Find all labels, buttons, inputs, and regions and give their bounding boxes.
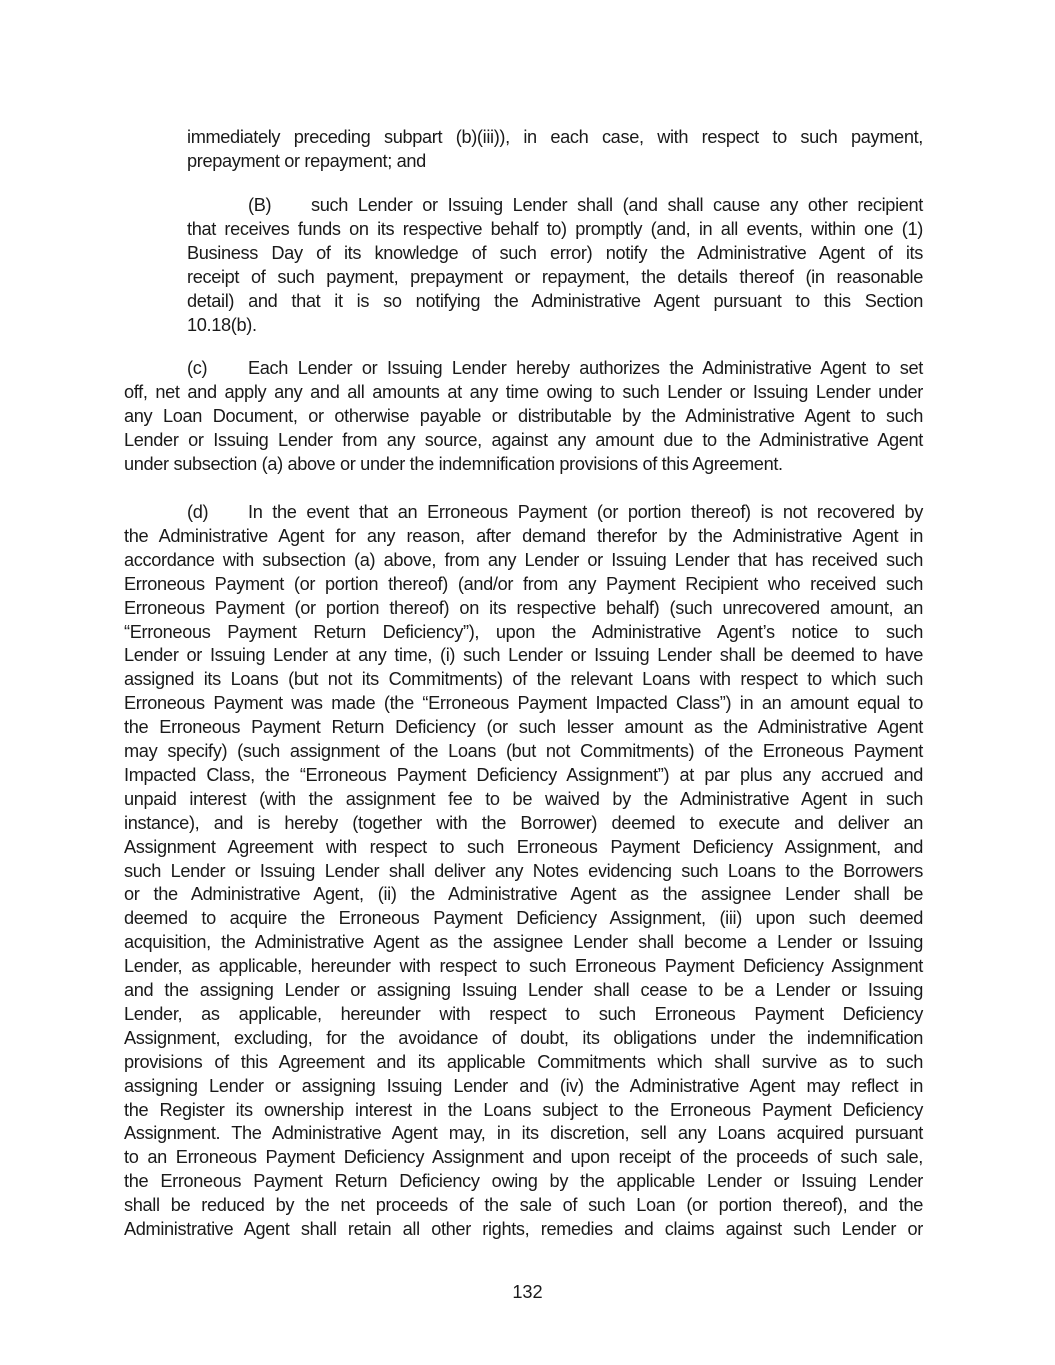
text-line: Impacted Class, the “Erroneous Payment Deficiency Assignment”) at par plus any accrued and <box>124 764 923 785</box>
text-line: the Erroneous Payment Return Deficiency owing by the applicable Lender or Issuing Lender <box>124 1171 923 1192</box>
text-line: assigned its Loans (but not its Commitments) of the relevant Loans with respect to which such <box>124 669 923 690</box>
text-line: Lender, as applicable, hereunder with respect to such Erroneous Payment Deficiency <box>124 1003 923 1024</box>
text-line: such Lender or Issuing Lender shall (and shall cause any other recipient <box>311 195 923 215</box>
paragraph-label: (c) <box>187 358 208 378</box>
text-line: such Lender or Issuing Lender shall deliver any Notes evidencing such Loans to the Borrowers <box>124 860 923 881</box>
text-line: the Administrative Agent for any reason, after demand therefor by the Administrative Agent in <box>124 525 923 546</box>
text-line: 10.18(b). <box>187 314 257 335</box>
paragraph-label: (B) <box>248 195 272 215</box>
text-line: any Loan Document, or otherwise payable or distributable by the Administrative Agent to such <box>124 405 923 426</box>
text-line: Administrative Agent shall retain all other rights, remedies and claims against such Lender or <box>124 1219 923 1239</box>
text-line: Assignment Agreement with respect to such Erroneous Payment Deficiency Assignment, and <box>124 836 923 857</box>
text-line: that receives funds on its respective behalf to) promptly (and, in all events, within one (1) <box>187 218 923 239</box>
text-line: Erroneous Payment (or portion thereof) on its respective behalf) (such unrecovered amount, an <box>124 597 923 618</box>
text-line: receipt of such payment, prepayment or repayment, the details thereof (in reasonable <box>187 266 923 287</box>
text-line: the Erroneous Payment Return Deficiency (or such lesser amount as the Administrative Agent <box>124 717 923 738</box>
text-line: provisions of this Agreement and its applicable Commitments which shall survive as to such <box>124 1051 923 1072</box>
text-line: unpaid interest (with the assignment fee to be waived by the Administrative Agent in such <box>124 788 923 809</box>
text-line: immediately preceding subpart (b)(iii)), in each case, with respect to such payment, <box>187 127 923 147</box>
text-line: off, net and apply any and all amounts at any time owing to such Lender or Issuing Lender under <box>124 381 923 402</box>
text-line: shall be reduced by the net proceeds of the sale of such Loan (or portion thereof), and the <box>124 1195 923 1216</box>
text-line: the Register its ownership interest in the Loans subject to the Erroneous Payment Deficiency <box>124 1099 923 1120</box>
paragraph-label: (d) <box>187 502 209 522</box>
text-line: may specify) (such assignment of the Loans (but not Commitments) of the Erroneous Payment <box>124 741 923 761</box>
text-line: prepayment or repayment; and <box>187 150 426 171</box>
text-line: accordance with subsection (a) above, from any Lender or Issuing Lender that has received such <box>124 549 923 570</box>
text-line: assigning Lender or assigning Issuing Lender and (iv) the Administrative Agent may reflect in <box>124 1075 923 1096</box>
text-line: detail) and that it is so notifying the Administrative Agent pursuant to this Section <box>187 290 923 311</box>
page-number: 132 <box>512 1282 543 1302</box>
text-line: Each Lender or Issuing Lender hereby authorizes the Administrative Agent to set <box>248 358 923 378</box>
text-line: Business Day of its knowledge of such error) notify the Administrative Agent of its <box>187 242 923 263</box>
text-line: and the assigning Lender or assigning Issuing Lender shall cease to be a Lender or Issuing <box>124 980 923 1000</box>
text-line: Assignment. The Administrative Agent may, in its discretion, sell any Loans acquired pursuant <box>124 1123 923 1144</box>
text-line: acquisition, the Administrative Agent as the assignee Lender shall become a Lender or Issuing <box>124 932 923 953</box>
text-line: Lender, as applicable, hereunder with respect to such Erroneous Payment Deficiency Assignment <box>124 956 923 977</box>
text-line: In the event that an Erroneous Payment (or portion thereof) is not recovered by <box>248 502 923 522</box>
text-line: instance), and is hereby (together with the Borrower) deemed to execute and deliver an <box>124 812 923 833</box>
text-line: Erroneous Payment was made (the “Erroneous Payment Impacted Class”) in an amount equal to <box>124 693 923 714</box>
text-line: to an Erroneous Payment Deficiency Assignment and upon receipt of the proceeds of such sale, <box>124 1147 923 1168</box>
text-line: “Erroneous Payment Return Deficiency”), upon the Administrative Agent’s notice to such <box>124 621 923 642</box>
text-line: deemed to acquire the Erroneous Payment Deficiency Assignment, (iii) upon such deemed <box>124 908 923 929</box>
text-line: Assignment, excluding, for the avoidance of doubt, its obligations under the indemnification <box>124 1027 923 1048</box>
text-line: Lender or Issuing Lender from any source, against any amount due to the Administrative Agent <box>124 429 923 450</box>
text-line: Erroneous Payment (or portion thereof) (and/or from any Payment Recipient who received such <box>124 573 923 594</box>
text-line: under subsection (a) above or under the indemnification provisions of this Agreement. <box>124 453 783 474</box>
text-line: Lender or Issuing Lender at any time, (i) such Lender or Issuing Lender shall be deemed to have <box>124 645 923 666</box>
text-line: or the Administrative Agent, (ii) the Administrative Agent as the assignee Lender shall be <box>124 884 923 905</box>
